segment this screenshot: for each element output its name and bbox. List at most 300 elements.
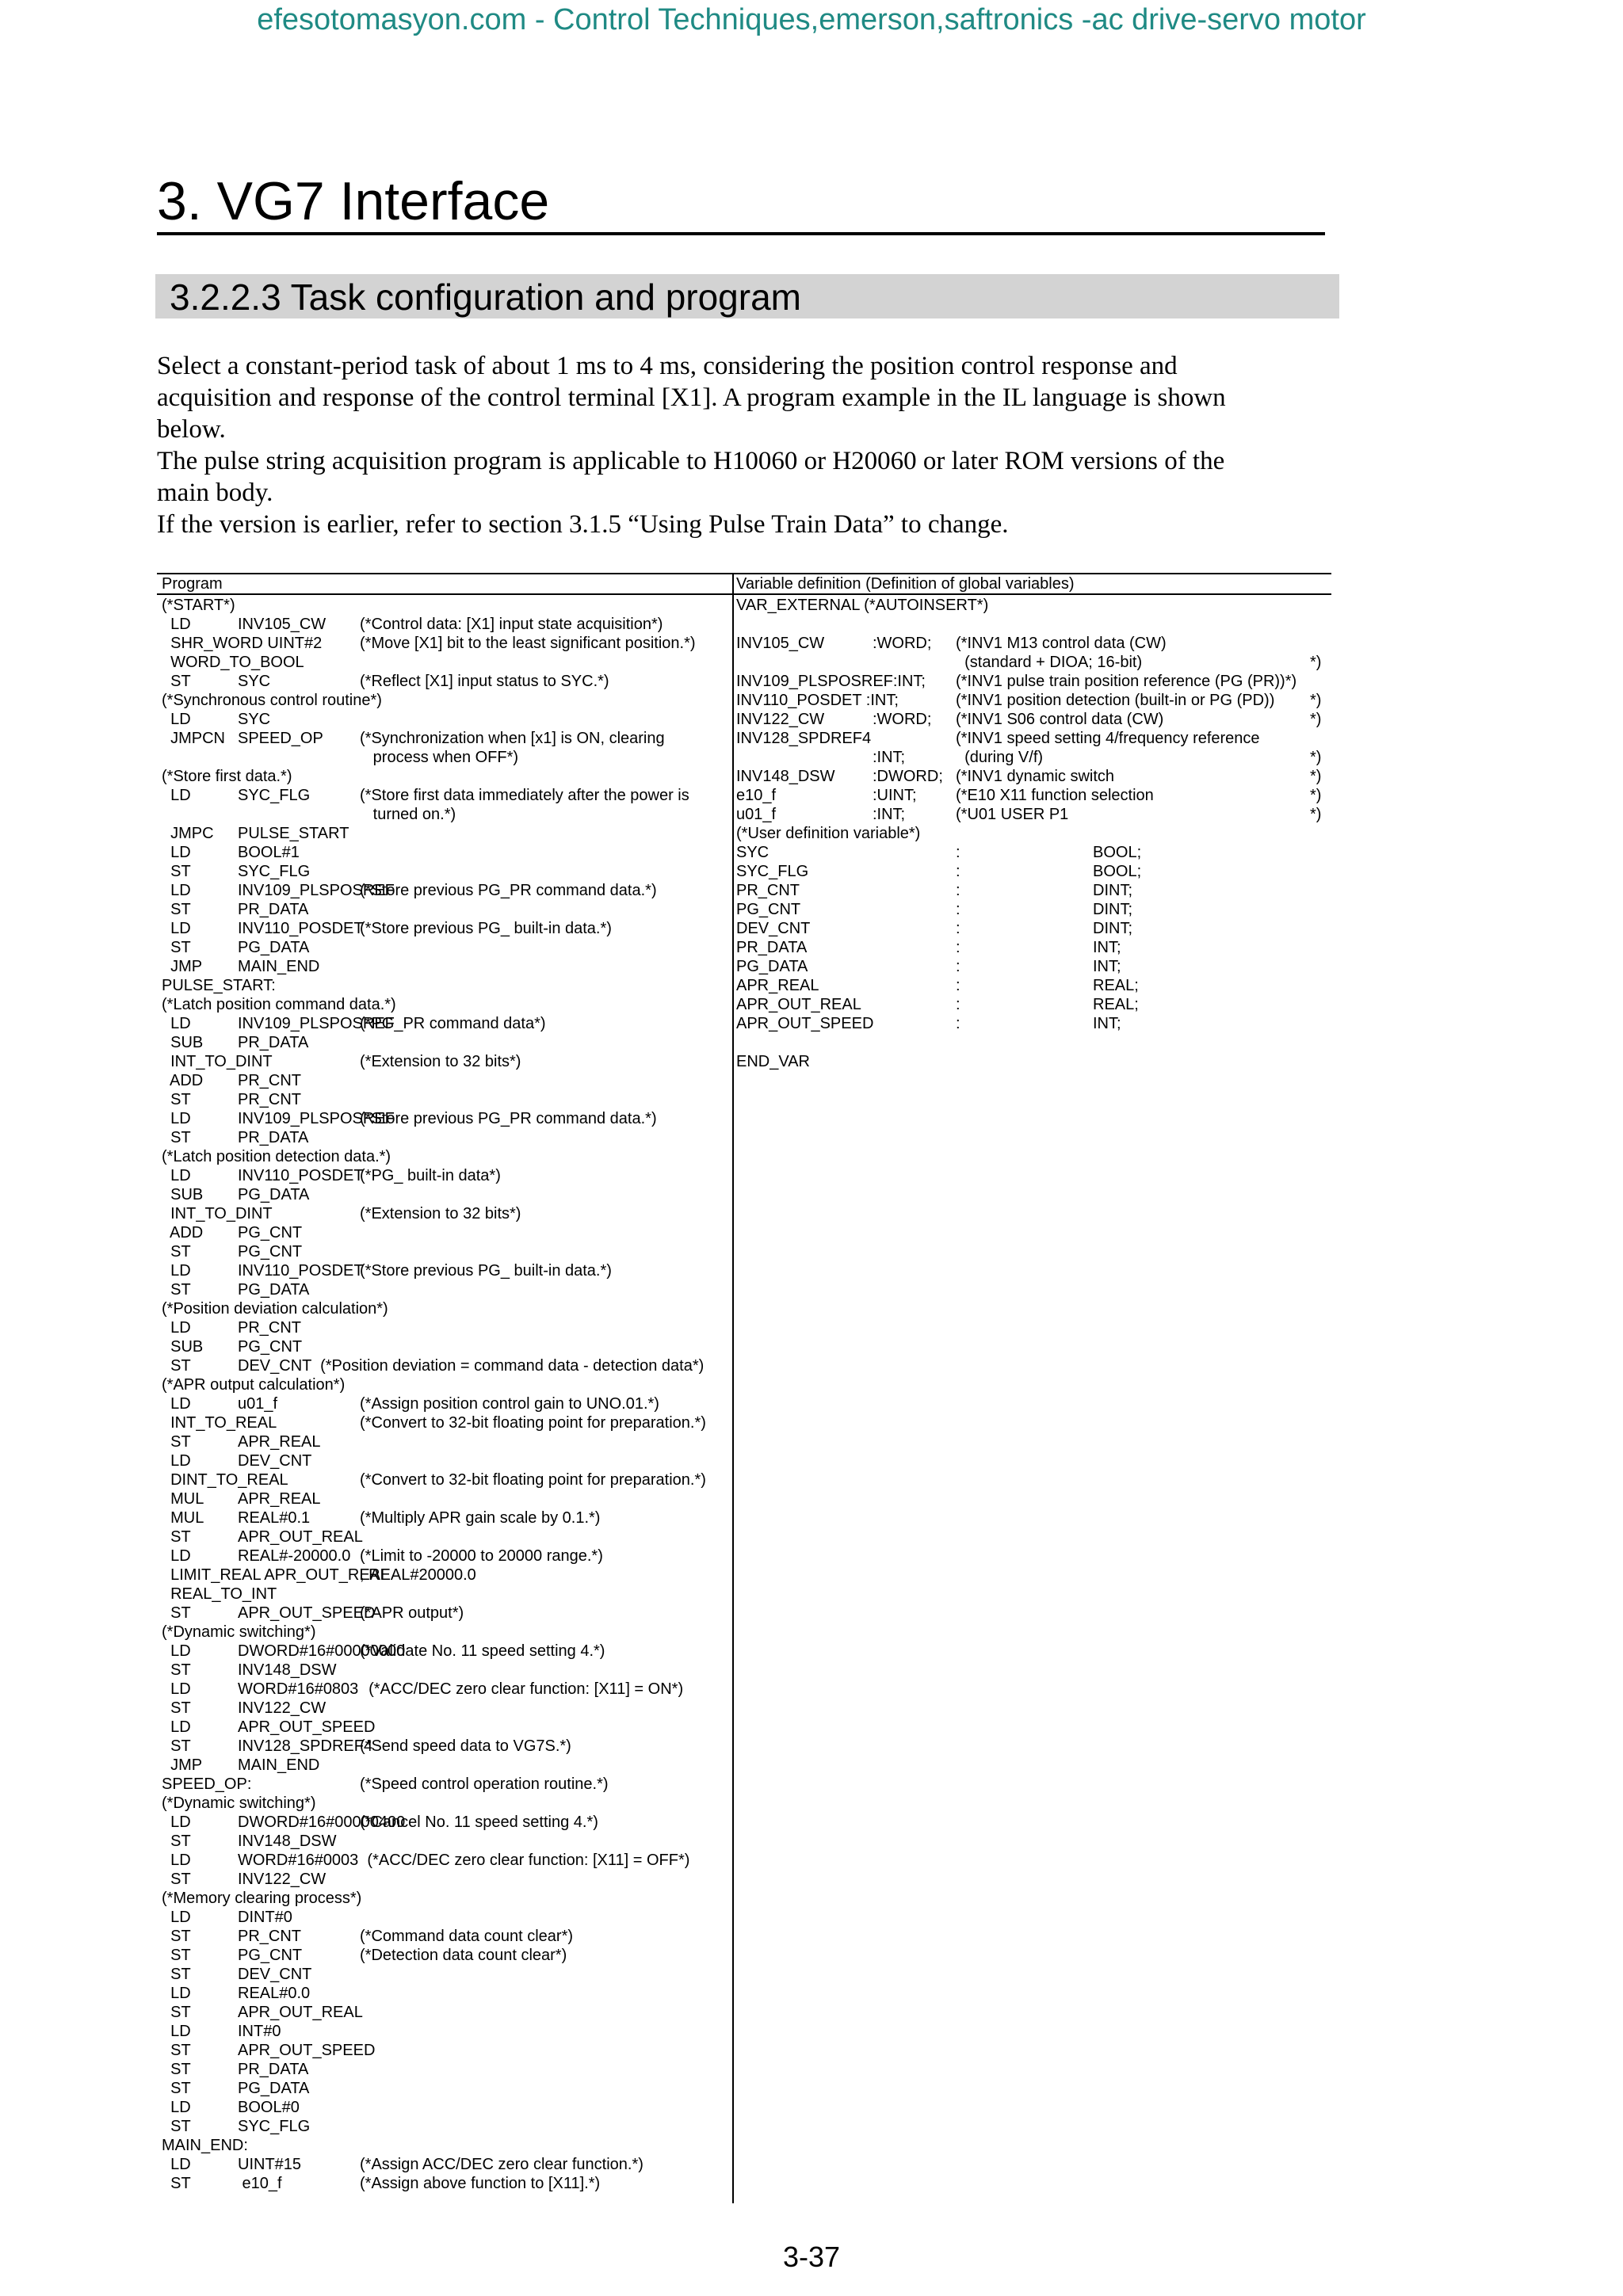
variable-name: u01_f [736, 806, 777, 823]
program-line [162, 2079, 729, 2098]
comment-close: *) [1310, 711, 1322, 728]
program-line [162, 1832, 729, 1851]
instruction: ST [162, 2175, 191, 2192]
variable-type: : [956, 863, 960, 880]
instruction: (*Latch position command data.*) [162, 996, 396, 1013]
program-line [162, 2060, 729, 2079]
variable-name: INV105_CW [736, 635, 825, 652]
program-line [162, 1623, 729, 1642]
instruction: MUL [162, 1490, 204, 1508]
operand: SYC_FLG [238, 787, 311, 804]
variable-line [736, 786, 1327, 805]
program-line [162, 2174, 729, 2193]
comment: (*Speed control operation routine.*) [360, 1775, 609, 1793]
variable-type: :WORD; [873, 711, 932, 728]
instruction: LD [162, 1110, 191, 1127]
operand: DWORD#16#00000400 [238, 1814, 406, 1831]
operand: PR_DATA [238, 1129, 309, 1146]
comment: (*Move [X1] bit to the least significant position.*) [360, 635, 696, 652]
variable-comment: REAL; [1093, 996, 1139, 1013]
table-top-rule [157, 573, 1331, 574]
comment-close: *) [1310, 692, 1322, 709]
operand: INV105_CW [238, 616, 327, 633]
operand: INV148_DSW [238, 1833, 337, 1850]
instruction: JMPC [162, 825, 214, 842]
operand: APR_OUT_REAL [238, 1528, 363, 1546]
comment: process when OFF*) [360, 749, 519, 766]
program-line [162, 1147, 729, 1166]
program-line [162, 1604, 729, 1623]
operand: PR_CNT [238, 1319, 302, 1337]
instruction: MUL [162, 1509, 204, 1527]
body-text [157, 350, 1346, 540]
variable-type: : [956, 920, 960, 937]
comment-close: *) [1310, 654, 1322, 671]
instruction: ST [162, 939, 191, 956]
instruction: ST [162, 1966, 191, 1983]
program-line [162, 767, 729, 786]
variable-name: PG_CNT [736, 901, 801, 918]
operand: INV148_DSW [238, 1661, 337, 1679]
operand: INV109_PLSPOSREF [238, 1110, 395, 1127]
comment: (*Store previous PG_ built-in data.*) [360, 1262, 612, 1280]
operand: BOOL#0 [238, 2099, 300, 2116]
variable-name: INV109_PLSPOSREF:INT; [736, 673, 926, 690]
variable-listing [736, 596, 1327, 1071]
variable-comment: INT; [1093, 958, 1121, 975]
variable-comment: (*INV1 M13 control data (CW) [956, 635, 1167, 652]
variable-comment: DINT; [1093, 882, 1132, 899]
instruction: LD [162, 1452, 191, 1470]
program-line [162, 1413, 729, 1432]
instruction: WORD_TO_BOOL [162, 654, 304, 671]
comment: (*Multiply APR gain scale by 0.1.*) [360, 1509, 601, 1527]
operand: PR_CNT [238, 1072, 302, 1089]
instruction: LD [162, 882, 191, 899]
instruction: ST [162, 1947, 191, 1964]
variable-name: SYC_FLG [736, 863, 809, 880]
program-line [162, 1680, 729, 1699]
program-line [162, 1965, 729, 1984]
instruction: ST [162, 1091, 191, 1108]
program-line [162, 1223, 729, 1242]
operand: INV122_CW [238, 1871, 327, 1888]
program-line [162, 2155, 729, 2174]
table-header-rule [157, 593, 1331, 595]
instruction: (*Position deviation calculation*) [162, 1300, 388, 1318]
instruction: LD [162, 920, 191, 937]
comment: (*Assign ACC/DEC zero clear function.*) [360, 2156, 643, 2173]
variable-line [736, 824, 1327, 843]
instruction: ST [162, 901, 191, 918]
instruction: LD [162, 1262, 191, 1280]
comment: (*APR output*) [360, 1604, 464, 1622]
variable-name: INV110_POSDET :INT; [736, 692, 899, 709]
variable-line [736, 653, 1327, 672]
instruction: LD [162, 1167, 191, 1184]
operand: APR_OUT_SPEED [238, 1718, 376, 1736]
comment-close: *) [1310, 768, 1322, 785]
operand: APR_REAL [238, 1433, 321, 1451]
program-line [162, 786, 729, 805]
instruction: SUB [162, 1186, 204, 1203]
operand: PG_DATA [238, 939, 310, 956]
program-line [162, 691, 729, 710]
variable-comment: BOOL; [1093, 863, 1142, 880]
instruction: LD [162, 2023, 191, 2040]
variable-name: PR_DATA [736, 939, 808, 956]
variable-name: e10_f [736, 787, 777, 804]
comment: (*Detection data count clear*) [360, 1947, 567, 1964]
instruction: ST [162, 1281, 191, 1299]
operand: INV110_POSDET [238, 920, 364, 937]
program-line [162, 1794, 729, 1813]
program-line [162, 672, 729, 691]
variable-type: : [956, 958, 960, 975]
program-line [162, 1527, 729, 1547]
comment: (*Store previous PG_PR command data.*) [360, 882, 657, 899]
instruction: ST [162, 1928, 191, 1945]
variable-name: DEV_CNT [736, 920, 811, 937]
instruction: (*Store first data.*) [162, 768, 292, 785]
program-line [162, 1718, 729, 1737]
body-line: acquisition and response of the control terminal [X1]. A program example in the IL language is shown [157, 383, 1226, 412]
operand: PG_CNT [238, 1243, 303, 1261]
program-line [162, 2022, 729, 2041]
operand: e10_f [238, 2175, 282, 2192]
instruction: REAL_TO_INT [162, 1585, 277, 1603]
variable-line [736, 748, 1327, 767]
program-line [162, 995, 729, 1014]
body-line: below. [157, 415, 226, 444]
variable-line [736, 862, 1327, 881]
program-line [162, 843, 729, 862]
variable-comment: INT; [1093, 1015, 1121, 1032]
program-line [162, 1052, 729, 1071]
program-line [162, 596, 729, 615]
variable-comment: (*INV1 dynamic switch [956, 768, 1115, 785]
body-line: The pulse string acquisition program is applicable to H10060 or H20060 or later ROM versions of the [157, 447, 1225, 475]
variable-comment: (during V/f) [956, 749, 1044, 766]
program-line [162, 615, 729, 634]
instruction: LD [162, 2099, 191, 2116]
instruction: LIMIT_REAL APR_OUT_REAL [162, 1566, 390, 1584]
variable-type: : [956, 939, 960, 956]
variable-comment: INT; [1093, 939, 1121, 956]
variable-line [736, 995, 1327, 1014]
operand: WORD#16#0003 (*ACC/DEC zero clear function: [X11] = OFF*) [238, 1852, 690, 1869]
instruction: LD [162, 844, 191, 861]
instruction: (*START*) [162, 597, 235, 614]
program-line [162, 1204, 729, 1223]
instruction: LD [162, 2156, 191, 2173]
variable-line [736, 1033, 1327, 1052]
variable-name: PG_DATA [736, 958, 808, 975]
instruction: (*Latch position detection data.*) [162, 1148, 391, 1165]
instruction: LD [162, 1814, 191, 1831]
operand: SPEED_OP [238, 730, 323, 747]
program-line [162, 976, 729, 995]
program-line [162, 1318, 729, 1337]
program-line [162, 1451, 729, 1470]
program-line [162, 1489, 729, 1508]
operand: PG_DATA [238, 1281, 310, 1299]
instruction: ST [162, 2118, 191, 2135]
comment-close: *) [1310, 749, 1322, 766]
operand: PG_DATA [238, 1186, 310, 1203]
program-line [162, 2041, 729, 2060]
program-line [162, 824, 729, 843]
program-line [162, 1242, 729, 1261]
operand: DEV_CNT [238, 1452, 312, 1470]
variable-type: : [956, 844, 960, 861]
comment: (*Reflect [X1] input status to SYC.*) [360, 673, 609, 690]
program-line [162, 1432, 729, 1451]
instruction: ST [162, 2061, 191, 2078]
operand: DWORD#16#00000000 [238, 1642, 406, 1660]
variable-line [736, 710, 1327, 729]
operand: PG_CNT [238, 1338, 303, 1356]
comment: (*Store previous PG_PR command data.*) [360, 1110, 657, 1127]
program-line [162, 1033, 729, 1052]
variable-type: : [956, 882, 960, 899]
instruction: (*Dynamic switching*) [162, 1623, 316, 1641]
comment: (*Convert to 32-bit floating point for preparation.*) [360, 1471, 706, 1489]
variable-line [736, 729, 1327, 748]
program-line [162, 1185, 729, 1204]
program-line [162, 1375, 729, 1394]
operand: INV122_CW [238, 1699, 327, 1717]
program-line [162, 900, 729, 919]
variable-type: :INT; [873, 749, 906, 766]
chapter-title: 3. VG7 Interface [157, 171, 550, 231]
program-line [162, 710, 729, 729]
comment: (*Limit to -20000 to 20000 range.*) [360, 1547, 603, 1565]
program-line [162, 1394, 729, 1413]
variable-comment: BOOL; [1093, 844, 1142, 861]
operand: UINT#15 [238, 2156, 302, 2173]
program-listing [162, 596, 729, 2193]
instruction: ST [162, 1604, 191, 1622]
program-line [162, 1470, 729, 1489]
watermark-header: efesotomasyon.com - Control Techniques,emerson,saftronics -ac drive-servo motor [257, 3, 1366, 36]
program-line [162, 919, 729, 938]
variable-type: :DWORD; [873, 768, 943, 785]
operand: DINT#0 [238, 1909, 292, 1926]
instruction: ADD [162, 1224, 204, 1241]
comment: (*PG_ built-in data*) [360, 1167, 501, 1184]
operand: SYC [238, 673, 271, 690]
operand: APR_OUT_REAL [238, 2004, 363, 2021]
variable-name: END_VAR [736, 1053, 810, 1070]
page-number: 3-37 [782, 2241, 841, 2273]
operand: PG_DATA [238, 2080, 310, 2097]
comment-close: *) [1310, 806, 1322, 823]
program-line [162, 1756, 729, 1775]
operand: PG_CNT [238, 1224, 303, 1241]
body-line: Select a constant-period task of about 1 ms to 4 ms, considering the position control response and [157, 352, 1178, 380]
variable-type: :UINT; [873, 787, 917, 804]
instruction: ST [162, 1433, 191, 1451]
program-line [162, 2098, 729, 2117]
comment: (*Synchronization when [x1] is ON, clearing [360, 730, 665, 747]
operand: INV110_POSDET [238, 1167, 364, 1184]
comment: turned on.*) [360, 806, 456, 823]
operand: INT#0 [238, 2023, 281, 2040]
variable-name: SYC [736, 844, 769, 861]
program-line [162, 1508, 729, 1527]
variable-line [736, 767, 1327, 786]
program-line [162, 881, 729, 900]
variable-comment: DINT; [1093, 920, 1132, 937]
variable-type: :WORD; [873, 635, 932, 652]
program-line [162, 748, 729, 767]
operand: PR_DATA [238, 1034, 309, 1051]
operand: u01_f [238, 1395, 278, 1413]
variable-line [736, 938, 1327, 957]
chapter-rule [157, 232, 1325, 235]
operand: PR_CNT [238, 1091, 302, 1108]
instruction: (*Dynamic switching*) [162, 1794, 316, 1812]
program-line [162, 1090, 729, 1109]
variable-name: INV122_CW [736, 711, 825, 728]
instruction: ST [162, 1699, 191, 1717]
comment: (*Validate No. 11 speed setting 4.*) [360, 1642, 605, 1660]
variable-name: APR_OUT_SPEED [736, 1015, 874, 1032]
variable-line [736, 691, 1327, 710]
variable-line [736, 900, 1327, 919]
comment: (*Control data: [X1] input state acquisition*) [360, 616, 663, 633]
instruction: SUB [162, 1338, 204, 1356]
program-line [162, 957, 729, 976]
program-line [162, 1813, 729, 1832]
comment: (*Extension to 32 bits*) [360, 1053, 521, 1070]
comment: (*Store previous PG_ built-in data.*) [360, 920, 612, 937]
program-line [162, 1299, 729, 1318]
variable-comment: REAL; [1093, 977, 1139, 994]
variable-line [736, 634, 1327, 653]
variable-type: :INT; [873, 806, 906, 823]
table-column-divider [732, 573, 734, 2203]
variable-line [736, 957, 1327, 976]
program-line [162, 2117, 729, 2136]
instruction: ST [162, 863, 191, 880]
variable-line [736, 843, 1327, 862]
operand: REAL#0.0 [238, 1985, 311, 2002]
instruction: ST [162, 1243, 191, 1261]
variable-name: VAR_EXTERNAL (*AUTOINSERT*) [736, 597, 989, 614]
instruction: SUB [162, 1034, 204, 1051]
operand: BOOL#1 [238, 844, 300, 861]
operand: APR_OUT_SPEED [238, 1604, 376, 1622]
instruction: INT_TO_DINT [162, 1053, 273, 1070]
operand: REAL#-20000.0 [238, 1547, 351, 1565]
operand: PULSE_START [238, 825, 349, 842]
instruction: LD [162, 1718, 191, 1736]
instruction: LD [162, 1909, 191, 1926]
instruction: LD [162, 1395, 191, 1413]
operand: SYC [238, 711, 271, 728]
instruction: INT_TO_REAL [162, 1414, 277, 1432]
instruction: PULSE_START: [162, 977, 276, 994]
variable-line [736, 615, 1327, 634]
instruction: LD [162, 1547, 191, 1565]
variable-line [736, 596, 1327, 615]
program-line [162, 1984, 729, 2003]
comment: (*Convert to 32-bit floating point for preparation.*) [360, 1414, 706, 1432]
comment-close: *) [1310, 787, 1322, 804]
instruction: INT_TO_DINT [162, 1205, 273, 1222]
operand: INV109_PLSPOSREF [238, 1015, 395, 1032]
program-line [162, 1870, 729, 1889]
comment: (*Assign above function to [X11].*) [360, 2175, 601, 2192]
variable-line [736, 1014, 1327, 1033]
variable-comment: (*INV1 position detection (built-in or PG (PD)) [956, 692, 1275, 709]
instruction: (*Memory clearing process*) [162, 1890, 362, 1907]
instruction: ST [162, 1357, 191, 1375]
comment: (*PG_PR command data*) [360, 1015, 546, 1032]
operand: MAIN_END [238, 1756, 320, 1774]
operand: DEV_CNT [238, 1966, 312, 1983]
operand: SYC_FLG [238, 863, 311, 880]
instruction: ST [162, 2004, 191, 2021]
operand: APR_REAL [238, 1490, 321, 1508]
operand: INV109_PLSPOSREF [238, 882, 395, 899]
operand: PG_CNT [238, 1947, 303, 1964]
operand: APR_OUT_SPEED [238, 2042, 376, 2059]
instruction: MAIN_END: [162, 2137, 248, 2154]
variable-line [736, 976, 1327, 995]
instruction: ADD [162, 1072, 204, 1089]
variable-line [736, 1052, 1327, 1071]
operand: REAL#0.1 [238, 1509, 311, 1527]
instruction: JMP [162, 1756, 203, 1774]
program-line [162, 938, 729, 957]
program-line [162, 1166, 729, 1185]
program-line [162, 1109, 729, 1128]
instruction: ST [162, 1661, 191, 1679]
comment: (*Command data count clear*) [360, 1928, 574, 1945]
comment: (*Assign position control gain to UNO.01.*) [360, 1395, 659, 1413]
instruction: ST [162, 2080, 191, 2097]
program-line [162, 1566, 729, 1585]
variable-type: : [956, 977, 960, 994]
variable-type: : [956, 996, 960, 1013]
operand: PR_DATA [238, 901, 309, 918]
operand: DEV_CNT (*Position deviation = command data - detection data*) [238, 1357, 705, 1375]
variable-line [736, 919, 1327, 938]
instruction: LD [162, 1319, 191, 1337]
operand: WORD#16#0803 [238, 1680, 359, 1698]
variable-comment: DINT; [1093, 901, 1132, 918]
program-line [162, 1585, 729, 1604]
operand: MAIN_END [238, 958, 320, 975]
operand: PR_CNT [238, 1928, 302, 1945]
program-line [162, 1908, 729, 1927]
instruction: JMPCN [162, 730, 225, 747]
instruction: LD [162, 1642, 191, 1660]
variable-name: APR_REAL [736, 977, 819, 994]
program-line [162, 1775, 729, 1794]
instruction: ST [162, 1833, 191, 1850]
program-line [162, 2136, 729, 2155]
variable-comment: (*E10 X11 function selection [956, 787, 1154, 804]
instruction: JMP [162, 958, 203, 975]
variable-comment: (standard + DIOA; 16-bit) [956, 654, 1143, 671]
program-line [162, 1889, 729, 1908]
program-line [162, 1280, 729, 1299]
variable-name: INV148_DSW [736, 768, 835, 785]
